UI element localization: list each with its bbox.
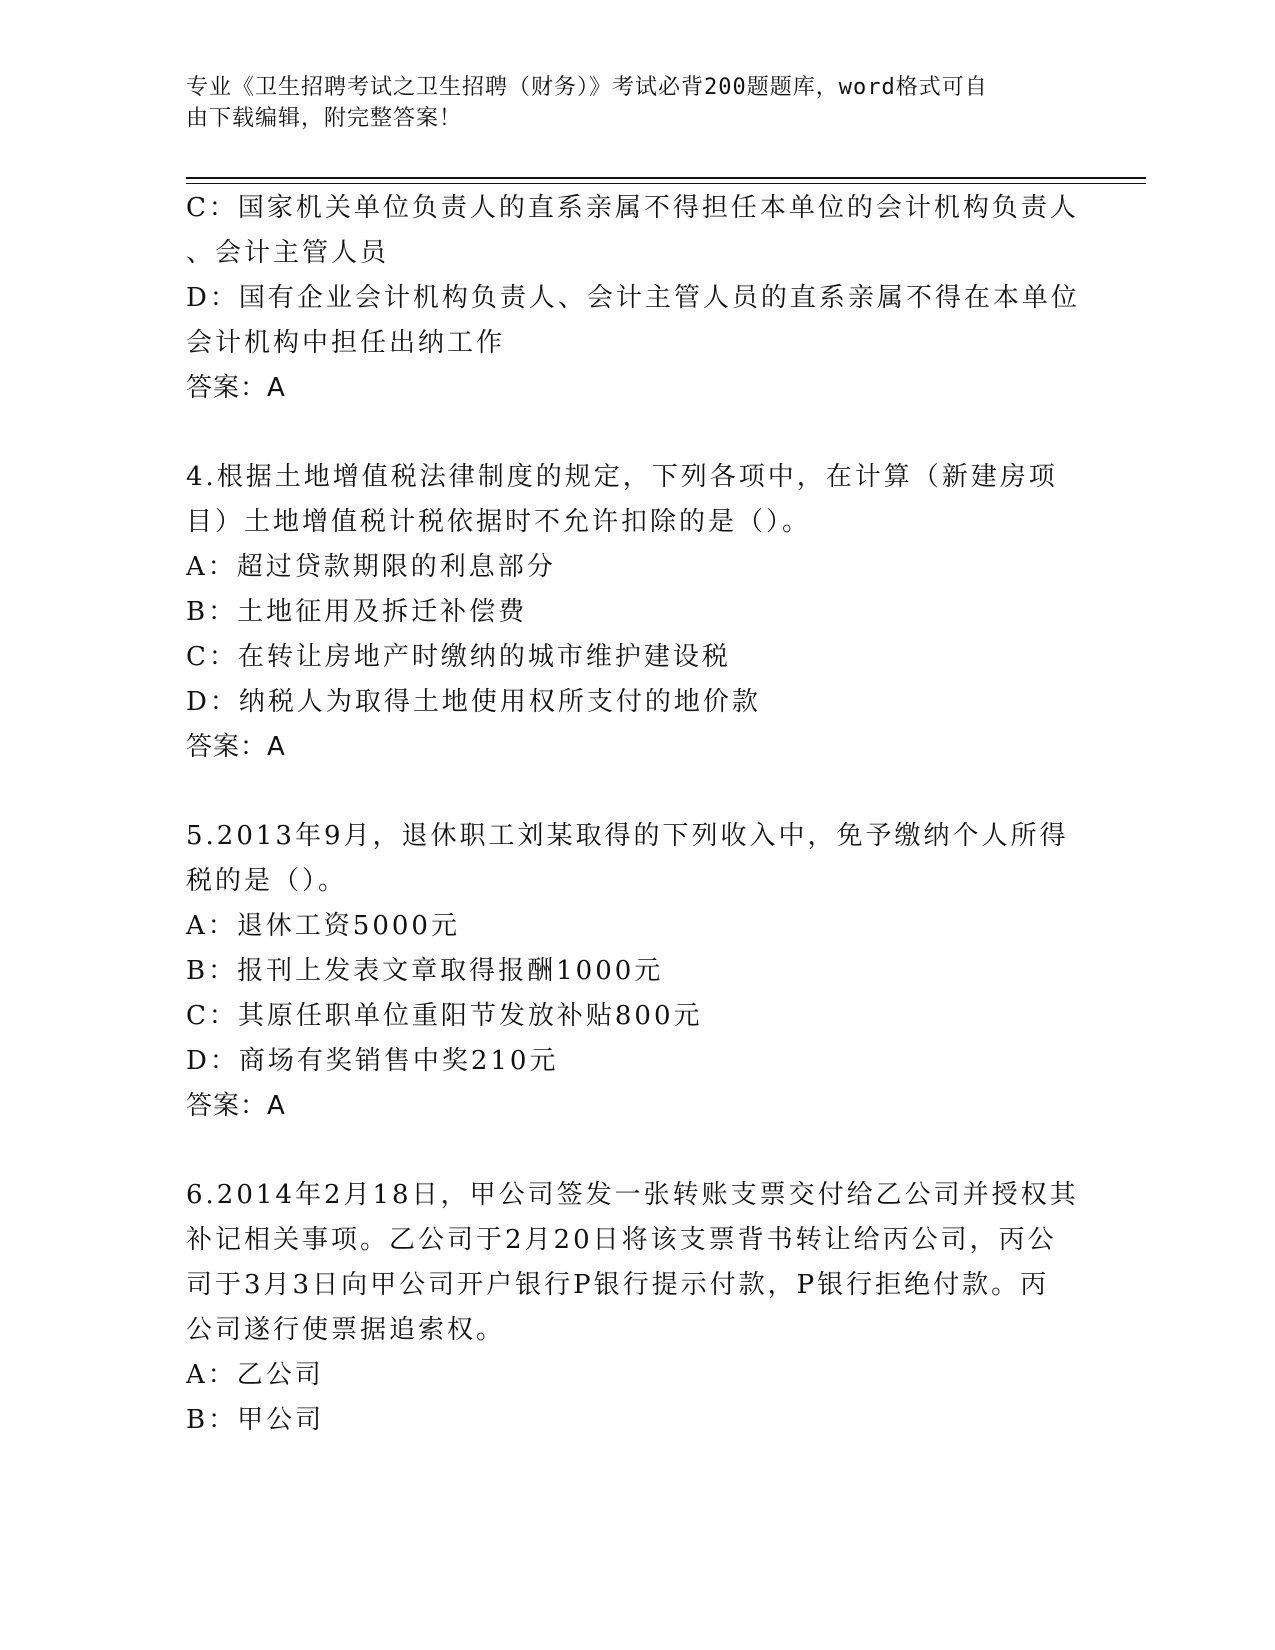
option-a: A：超过贷款期限的利息部分	[186, 552, 556, 582]
question-5	[186, 814, 1086, 1129]
spacer	[186, 411, 1086, 455]
question-stem-continued: 司于3月3日向甲公司开户银行P银行提示付款，P银行拒绝付款。丙	[186, 1270, 1050, 1300]
answer: 答案：A	[186, 1091, 286, 1121]
header-title-line-1: 专业《卫生招聘考试之卫生招聘（财务）》考试必背200题题库，word格式可自	[186, 75, 988, 100]
document-header	[186, 72, 1066, 134]
spacer	[186, 770, 1086, 814]
question-stem-continued: 税的是（）。	[186, 866, 348, 896]
question-4	[186, 455, 1086, 770]
question-stem: 4.根据土地增值税法律制度的规定，下列各项中，在计算（新建房项	[186, 462, 1058, 492]
option-b: B：甲公司	[186, 1405, 325, 1435]
question-3	[186, 186, 1086, 411]
option-a: A：乙公司	[186, 1360, 324, 1390]
answer: 答案：A	[186, 373, 286, 403]
question-stem: 5.2013年9月，退休职工刘某取得的下列收入中，免予缴纳个人所得	[186, 821, 1069, 851]
question-stem-continued: 公司遂行使票据追索权。	[186, 1315, 506, 1345]
option-d: D：国有企业会计机构负责人、会计主管人员的直系亲属不得在本单位	[186, 283, 1080, 313]
question-stem-continued: 目）土地增值税计税依据时不允许扣除的是（）。	[186, 507, 812, 537]
option-c: C：在转让房地产时缴纳的城市维护建设税	[186, 642, 731, 672]
answer: 答案：A	[186, 732, 286, 762]
header-title-line-2: 由下载编辑，附完整答案！	[186, 106, 463, 131]
question-list	[186, 186, 1086, 1443]
option-d: D：商场有奖销售中奖210元	[186, 1046, 559, 1076]
option-c: C：其原任职单位重阳节发放补贴800元	[186, 1001, 703, 1031]
option-a: A：退休工资5000元	[186, 911, 460, 941]
option-c: C：国家机关单位负责人的直系亲属不得担任本单位的会计机构负责人	[186, 193, 1079, 223]
question-6	[186, 1173, 1086, 1443]
header-divider-thick	[186, 177, 1146, 179]
header-divider-thin	[186, 183, 1146, 184]
option-d: D：纳税人为取得土地使用权所支付的地价款	[186, 687, 761, 717]
option-b: B：报刊上发表文章取得报酬1000元	[186, 956, 664, 986]
question-stem-continued: 补记相关事项。乙公司于2月20日将该支票背书转让给丙公司，丙公	[186, 1225, 1057, 1255]
option-d-continued: 会计机构中担任出纳工作	[186, 328, 506, 358]
question-stem: 6.2014年2月18日，甲公司签发一张转账支票交付给乙公司并授权其	[186, 1180, 1079, 1210]
option-b: B：土地征用及拆迁补偿费	[186, 597, 528, 627]
option-c-continued: 、会计主管人员	[186, 238, 390, 268]
spacer	[186, 1129, 1086, 1173]
